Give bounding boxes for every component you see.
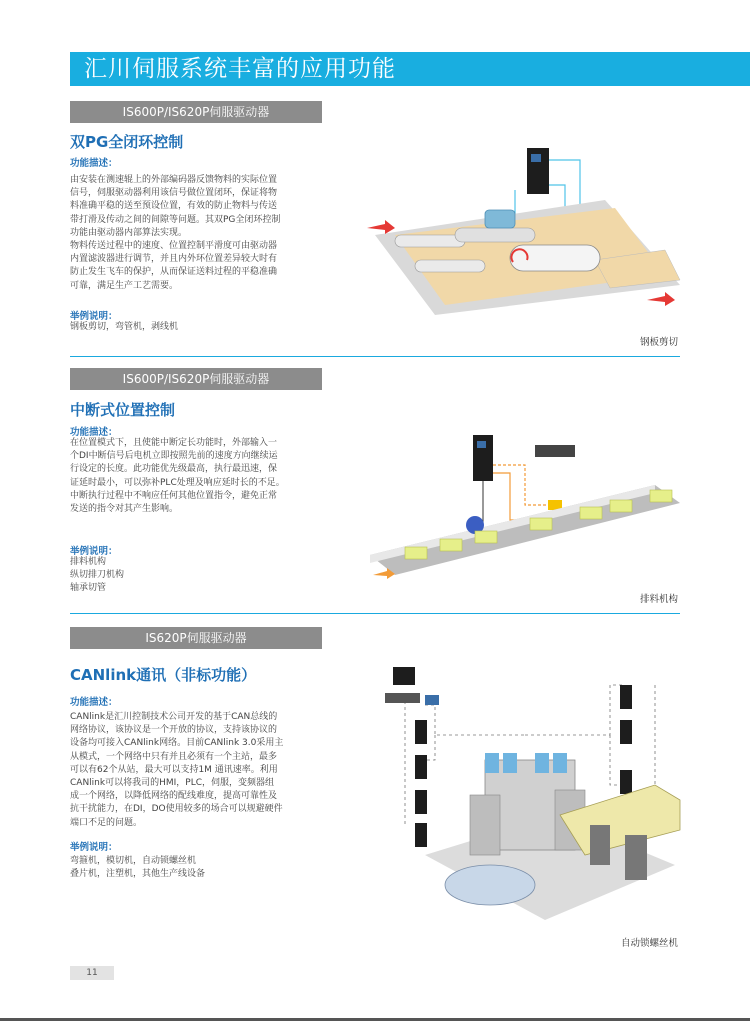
section-3-example-label: 举例说明： — [70, 842, 118, 853]
section-2-title: 中断式位置控制 — [70, 401, 176, 419]
section-2-example-label: 举例说明： — [70, 546, 118, 557]
section-1-example-label: 举例说明： — [70, 311, 118, 322]
page-header-bar — [70, 52, 750, 86]
section-1-caption: 钢板剪切 — [639, 337, 678, 348]
section-2-description: 在位置模式下，且使能中断定长功能时，外部输入一 个DI中断信号后电机立即按照先前的速度方向继续运 行设定的长度。此功能优先级最高，执行最迅速，保 证延时最小，可以弥补PLC处理及响应延时长的不足。 中断执行过程中不响应任何其他位置指令，避免正常 发送的指令对其产生影响。 — [70, 438, 285, 515]
steel-cutting-illustration — [365, 140, 685, 330]
section-2-examples: 排料机构 纵切排刀机构 轴承切管 — [70, 557, 125, 594]
page-number: 11 — [70, 966, 114, 980]
section-3-description: CANlink是汇川控制技术公司开发的基于CAN总线的 网络协议，该协议是一个开放的协议，支持该协议的 设备均可接入CANlink网络。目前CANlink 3.0采用主 从模式，一个网络中只有并且必须有一个主站，最多 可以有62个从站，最大可以支持1M 通讯速率。利用 CANlink可以将我司的HMI，PLC，伺服，变频器组 成一个网络，以降低网络的配线难度，提高可靠性及 抗干扰能力，在DI，DO使用较多的场合可以规避硬件 端口不足的问题。 — [70, 712, 284, 828]
discharge-mechanism-illustration — [365, 425, 685, 590]
section-3-desc-label: 功能描述： — [70, 697, 118, 708]
section-1-description: 由安装在测速辊上的外部编码器反馈物料的实际位置 信号，伺服驱动器利用该信号做位置闭环，保证将物 料准确平稳的送至预设位置，有效的防止物料与传送 带打滑及传动之间的间隙等问题。其双PG全闭环控制 功能由驱动器内部算法实现。 物料传送过程中的速度、位置控制平滑度可由驱动器 内置滤波器进行调节，并且内外环位置差异较大时有 防止发生飞车的保护，从而保证送料过程的平稳准确 可靠，满足生产工艺需要。 — [70, 175, 281, 291]
section-divider — [70, 356, 680, 357]
section-1-title: 双PG全闭环控制 — [70, 133, 184, 151]
section-3-caption: 自动锁螺丝机 — [620, 938, 678, 949]
section-2-desc-label: 功能描述： — [70, 427, 118, 438]
section-3-examples: 弯箍机，模切机，自动锁螺丝机 叠片机，注塑机，其他生产线设备 — [70, 856, 206, 880]
section-1-examples: 钢板剪切，弯管机，剥线机 — [70, 322, 179, 332]
section-1-tag: IS600P/IS620P伺服驱动器 — [70, 101, 322, 123]
section-1-desc-label: 功能描述： — [70, 158, 118, 169]
section-3-tag: IS620P伺服驱动器 — [70, 627, 322, 649]
screw-machine-illustration — [375, 665, 685, 930]
section-3-title: CANlink通讯（非标功能） — [70, 666, 257, 684]
section-2-tag: IS600P/IS620P伺服驱动器 — [70, 368, 322, 390]
section-2-caption: 排料机构 — [639, 594, 678, 605]
page-title: 汇川伺服系统丰富的应用功能 — [84, 56, 396, 82]
section-divider — [70, 613, 680, 614]
bottom-rule — [0, 1018, 750, 1021]
